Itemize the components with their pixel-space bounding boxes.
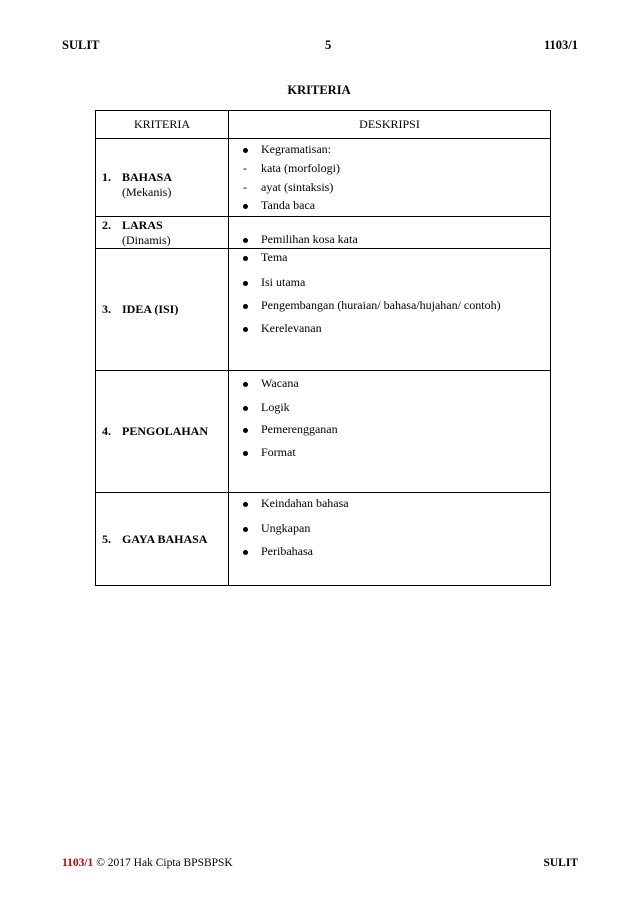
description-cell <box>229 249 551 371</box>
table-row <box>96 249 551 371</box>
criteria-subtitle: (Mekanis) <box>122 184 172 199</box>
dash-marker: - <box>243 161 247 175</box>
bullet-icon <box>243 256 248 261</box>
list-item: Keindahan bahasa <box>243 496 349 511</box>
criteria-table <box>95 110 551 586</box>
list-item: Isi utama <box>243 275 305 290</box>
footer-left <box>62 857 233 869</box>
bullet-icon <box>243 281 248 286</box>
list-item: Peribahasa <box>243 544 313 559</box>
description-cell <box>229 371 551 493</box>
criteria-number: 3. <box>102 302 111 316</box>
bullet-icon <box>243 238 248 243</box>
bullet-icon <box>243 406 248 411</box>
criteria-name: LARAS <box>122 217 163 232</box>
dash-marker: - <box>243 180 247 194</box>
criteria-cell <box>96 217 229 249</box>
criteria-cell <box>96 249 229 371</box>
criteria-number: 4. <box>102 424 111 438</box>
bullet-icon <box>243 204 248 209</box>
table-header-row <box>96 111 551 139</box>
list-item: Pemerengganan <box>243 422 338 437</box>
header-page-number: 5 <box>325 38 332 52</box>
list-item: Tanda baca <box>243 198 315 213</box>
list-item: - ayat (sintaksis) <box>243 180 334 194</box>
column-header-deskripsi: DESKRIPSI <box>229 111 551 139</box>
bullet-icon <box>243 382 248 387</box>
criteria-cell <box>96 139 229 217</box>
criteria-name: GAYA BAHASA <box>122 531 208 546</box>
list-item: Pemilihan kosa kata <box>243 232 358 247</box>
bullet-icon <box>243 148 248 153</box>
list-item: Format <box>243 445 296 460</box>
list-item: Ungkapan <box>243 521 310 536</box>
description-cell <box>229 217 551 249</box>
bullet-icon <box>243 428 248 433</box>
criteria-name: IDEA (ISI) <box>122 302 179 316</box>
list-item: Pengembangan (huraian/ bahasa/hujahan/ contoh) <box>243 298 501 313</box>
header-right: 1103/1 <box>543 38 578 52</box>
table-row <box>96 217 551 249</box>
list-item: Kerelevanan <box>243 321 322 336</box>
criteria-number: 5. <box>102 531 111 546</box>
list-item: Tema <box>243 250 287 265</box>
bullet-icon <box>243 451 248 456</box>
bullet-icon <box>243 327 248 332</box>
description-cell <box>229 493 551 586</box>
footer-right: SULIT <box>543 857 578 869</box>
list-item: - kata (morfologi) <box>243 161 340 175</box>
criteria-number: 2. <box>102 217 111 232</box>
criteria-name: BAHASA <box>122 169 173 184</box>
criteria-cell <box>96 371 229 493</box>
page-title: KRITERIA <box>287 83 351 97</box>
header-left: SULIT <box>62 38 100 52</box>
column-header-kriteria: KRITERIA <box>96 111 229 139</box>
criteria-name: PENGOLAHAN <box>122 424 209 438</box>
list-item: Logik <box>243 400 290 415</box>
list-item: Kegramatisan: <box>243 142 331 157</box>
criteria-subtitle: (Dinamis) <box>122 232 171 247</box>
bullet-icon <box>243 304 248 309</box>
bullet-icon <box>243 502 248 507</box>
bullet-icon <box>243 550 248 555</box>
table-row <box>96 371 551 493</box>
footer-copyright: © 2017 Hak Cipta BPSBPSK <box>96 857 233 869</box>
list-item: Wacana <box>243 376 299 391</box>
table-row <box>96 139 551 217</box>
table-row <box>96 493 551 586</box>
bullet-icon <box>243 527 248 532</box>
footer-code: 1103/1 <box>62 857 94 869</box>
description-cell <box>229 139 551 217</box>
criteria-number: 1. <box>102 169 111 184</box>
criteria-cell <box>96 493 229 586</box>
